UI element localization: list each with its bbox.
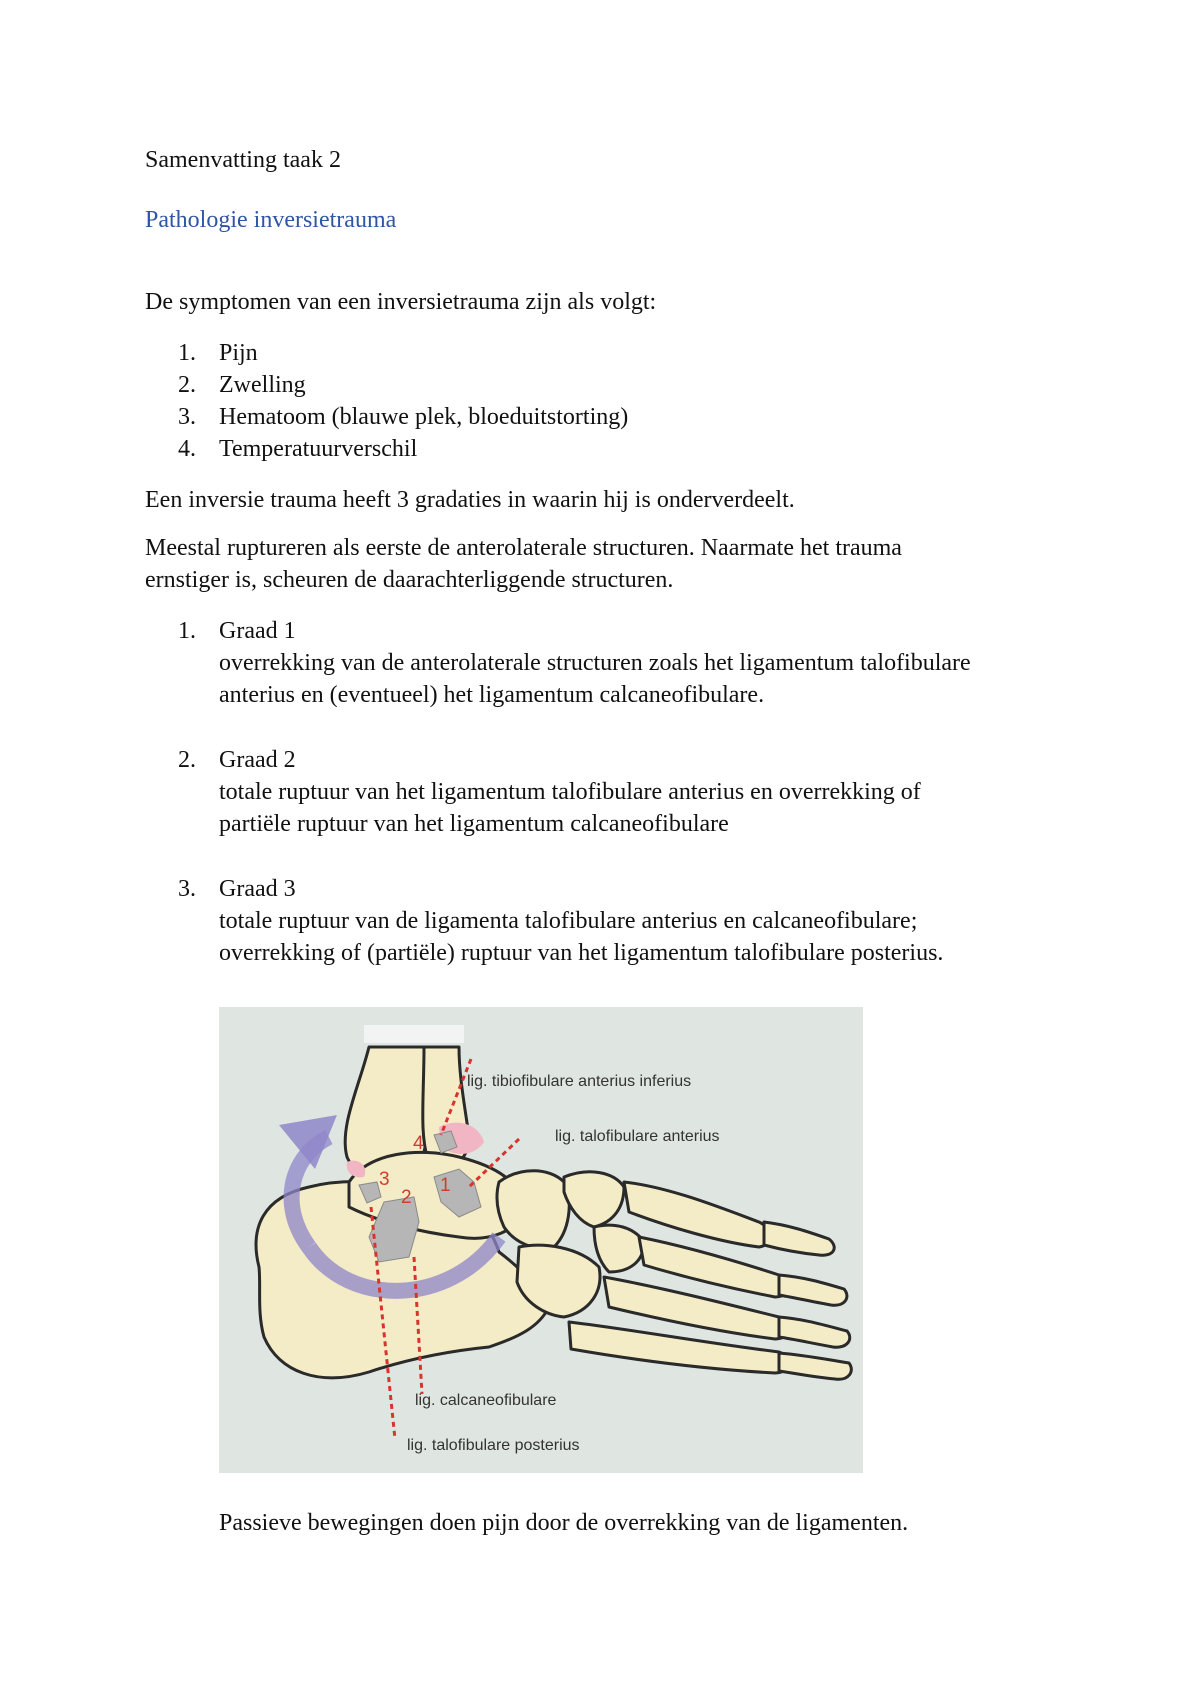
list-number: 3. [178, 404, 196, 430]
label-talofibulare-posterius: lig. talofibulare posterius [407, 1437, 580, 1454]
navicular-bone [497, 1171, 569, 1249]
grade-title: Graad 2 [219, 747, 296, 773]
label-calcaneofibulare: lig. calcaneofibulare [415, 1392, 557, 1409]
marker-2: 2 [401, 1187, 412, 1208]
marker-4: 4 [413, 1133, 424, 1154]
phalanx-bone [764, 1222, 834, 1255]
list-number: 1. [178, 340, 196, 366]
phalanx-bone [779, 1353, 851, 1379]
grade-description: anterius en (eventueel) het ligamentum calcaneofibulare. [219, 682, 765, 708]
ankle-illustration [219, 1007, 863, 1473]
marker-3: 3 [379, 1169, 390, 1190]
grade-description: overrekking of (partiële) ruptuur van het ligamentum talofibulare posterius. [219, 940, 944, 966]
phalanx-bone [779, 1317, 850, 1347]
rupture-paragraph-line: Meestal ruptureren als eerste de anterolaterale structuren. Naarmate het trauma [145, 535, 902, 561]
list-item: Hematoom (blauwe plek, bloeduitstorting) [219, 404, 629, 430]
grade-title: Graad 1 [219, 618, 296, 644]
list-number: 2. [178, 372, 196, 398]
label-tibiofibulare: lig. tibiofibulare anterius inferius [467, 1073, 692, 1090]
cuneiform-bone [594, 1225, 644, 1272]
grade-description: totale ruptuur van het ligamentum talofibulare anterius en overrekking of [219, 779, 921, 805]
gradaties-paragraph: Een inversie trauma heeft 3 gradaties in waarin hij is onderverdeelt. [145, 487, 795, 513]
grade-description: overrekking van de anterolaterale structuren zoals het ligamentum talofibulare [219, 650, 971, 676]
rupture-paragraph-line: ernstiger is, scheuren de daarachterliggende structuren. [145, 567, 674, 593]
list-item: Pijn [219, 340, 258, 366]
list-number: 1. [178, 618, 196, 644]
closing-paragraph: Passieve bewegingen doen pijn door de overrekking van de ligamenten. [219, 1510, 909, 1536]
section-heading: Pathologie inversietrauma [145, 207, 397, 233]
ankle-ligament-figure [219, 1007, 863, 1473]
grade-description: totale ruptuur van de ligamenta talofibulare anterius en calcaneofibulare; [219, 908, 918, 934]
cuneiform-bone [564, 1172, 624, 1227]
list-number: 2. [178, 747, 196, 773]
label-patch [364, 1025, 464, 1043]
list-number: 4. [178, 436, 196, 462]
intro-paragraph: De symptomen van een inversietrauma zijn als volgt: [145, 289, 657, 315]
list-item: Temperatuurverschil [219, 436, 418, 462]
label-talofibulare-anterius: lig. talofibulare anterius [555, 1128, 720, 1145]
grade-title: Graad 3 [219, 876, 296, 902]
document-title: Samenvatting taak 2 [145, 147, 341, 173]
marker-1: 1 [440, 1175, 451, 1196]
list-number: 3. [178, 876, 196, 902]
foot-bones [256, 1047, 851, 1379]
list-item: Zwelling [219, 372, 306, 398]
grade-description: partiële ruptuur van het ligamentum calcaneofibulare [219, 811, 729, 837]
phalanx-bone [779, 1275, 847, 1305]
